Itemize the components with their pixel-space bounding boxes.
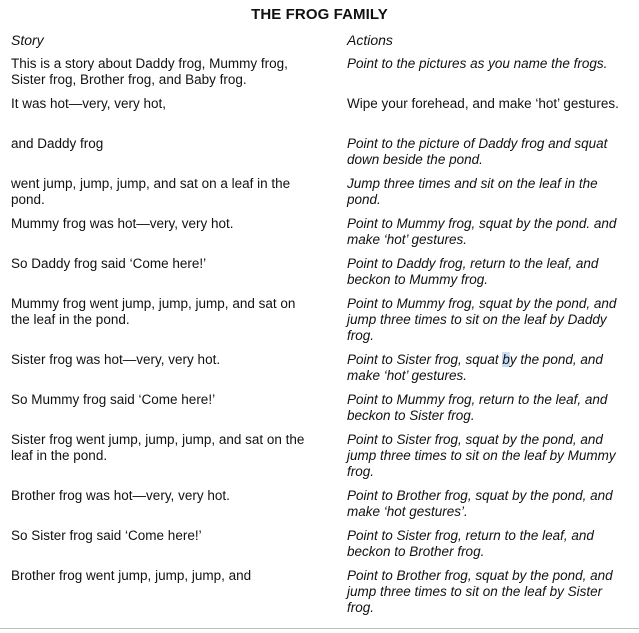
text-selection-highlight: b	[502, 352, 510, 367]
story-cell: Brother frog went jump, jump, jump, and	[11, 568, 252, 583]
story-cell: So Mummy frog said ‘Come here!’	[11, 392, 216, 407]
action-text-end: y the pond, and make ‘hot’ gestures.	[347, 352, 603, 383]
action-cell: Point to Sister frog, return to the leaf, and beckon to Brother frog.	[347, 528, 594, 559]
action-cell: Point to Mummy frog, return to the leaf, and beckon to Sister frog.	[347, 392, 608, 423]
bottom-divider	[0, 628, 639, 629]
story-cell: Mummy frog went jump, jump, jump, and sat on the leaf in the pond.	[11, 296, 296, 327]
action-cell: Point to Sister frog, squat by the pond, and jump three times to sit on the leaf by Mummy frog.	[347, 432, 616, 479]
action-cell: Point to Daddy frog, return to the leaf, and beckon to Mummy frog.	[347, 256, 599, 287]
action-cell: Point to Brother frog, squat by the pond, and make ‘hot gestures’.	[347, 488, 613, 519]
actions-column-header: Actions	[347, 32, 393, 48]
story-cell: Sister frog was hot—very, very hot.	[11, 352, 221, 367]
story-cell: Sister frog went jump, jump, jump, and sat on the leaf in the pond.	[11, 432, 305, 463]
action-cell: Point to Mummy frog, squat by the pond. and make ‘hot’ gestures.	[347, 216, 617, 247]
action-cell: Point to the pictures as you name the frogs.	[347, 56, 608, 71]
story-cell: Mummy frog was hot—very, very hot.	[11, 216, 234, 231]
story-cell: So Daddy frog said ‘Come here!’	[11, 256, 207, 271]
action-cell: Point to Brother frog, squat by the pond, and jump three times to sit on the leaf by Sister frog.	[347, 568, 613, 615]
story-cell: This is a story about Daddy frog, Mummy frog, Sister frog, Brother frog, and Baby frog.	[11, 56, 288, 87]
action-cell	[347, 352, 632, 384]
action-text-start: Point to Sister frog, squat	[347, 352, 503, 367]
action-cell: Point to Mummy frog, squat by the pond, and jump three times to sit on the leaf by Daddy frog.	[347, 296, 617, 343]
action-cell: Point to the picture of Daddy frog and squat down beside the pond.	[347, 136, 608, 167]
action-cell: Wipe your forehead, and make ‘hot’ gestures.	[347, 96, 619, 111]
story-cell: So Sister frog said ‘Come here!’	[11, 528, 202, 543]
story-cell: It was hot—very, very hot,	[11, 96, 167, 111]
story-cell: Brother frog was hot—very, very hot.	[11, 488, 230, 503]
page-title: THE FROG FAMILY	[251, 6, 388, 23]
action-cell: Jump three times and sit on the leaf in the pond.	[347, 176, 598, 207]
story-cell: and Daddy frog	[11, 136, 104, 151]
story-column-header: Story	[11, 32, 44, 48]
story-cell: went jump, jump, jump, and sat on a leaf in the pond.	[11, 176, 291, 207]
